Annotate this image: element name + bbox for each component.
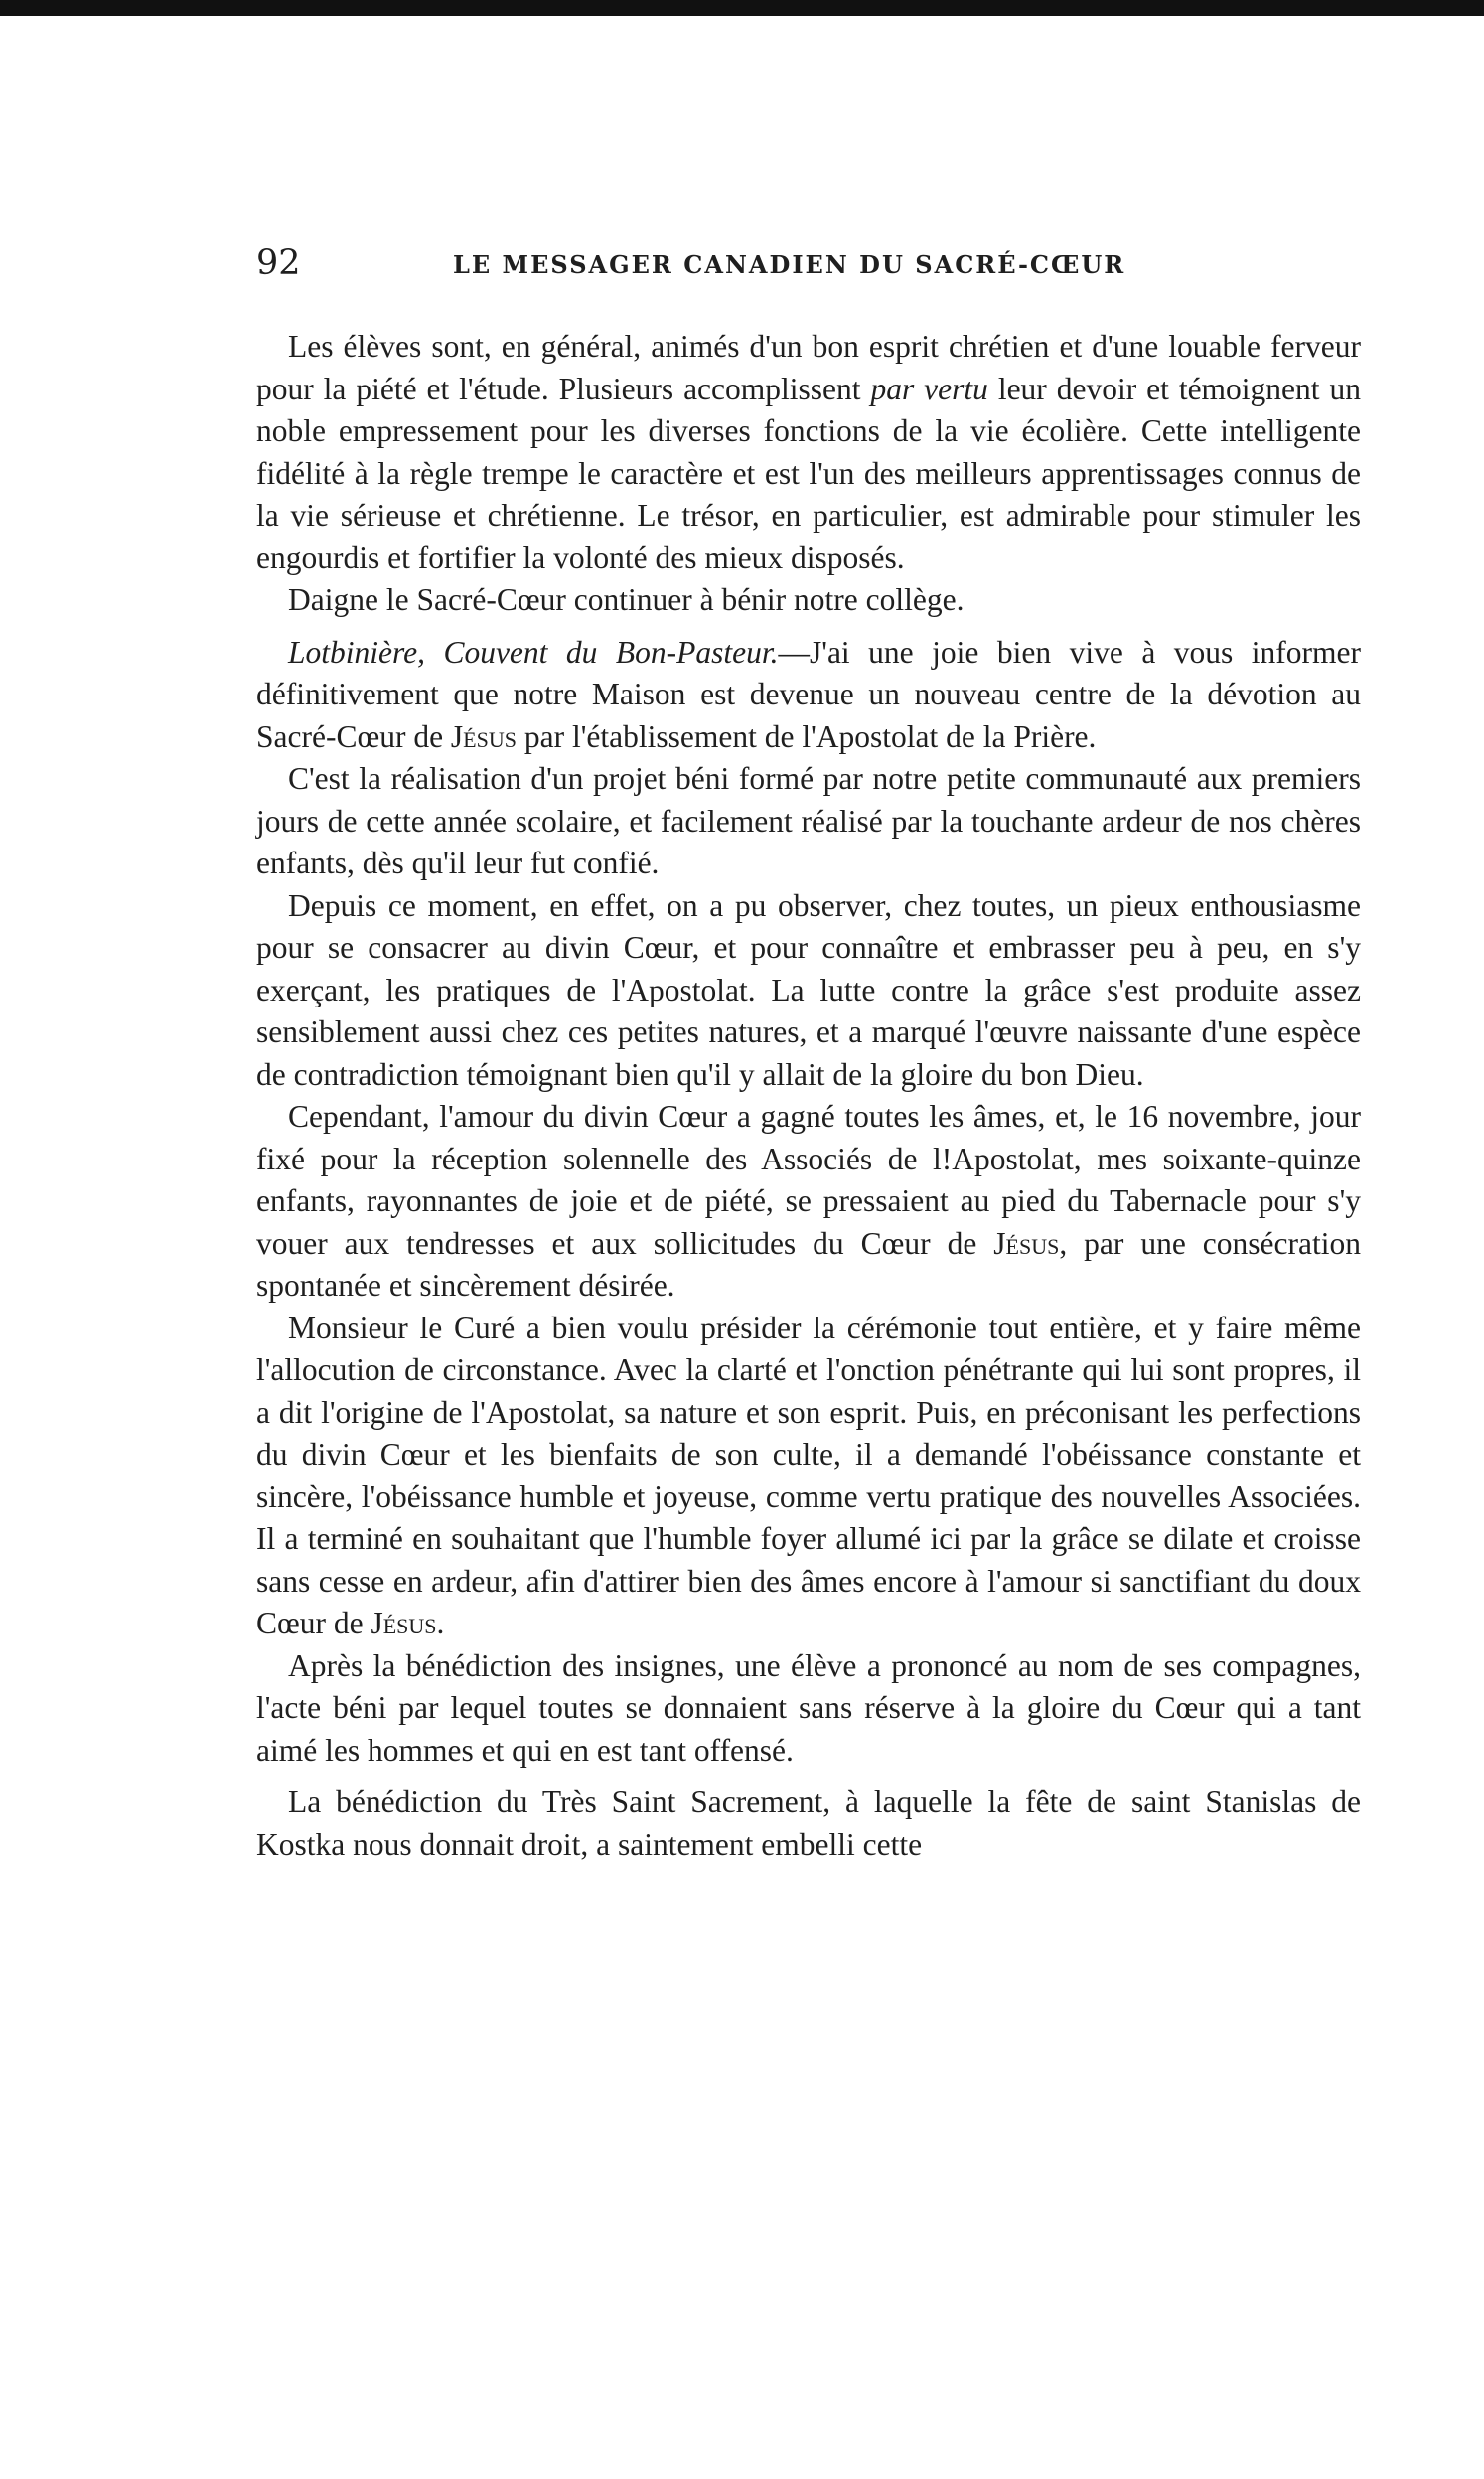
small-caps-text: Jésus: [450, 718, 517, 754]
paragraph-cependant: [256, 1096, 1361, 1308]
running-title: LE MESSAGER CANADIEN DU SACRÉ-CŒUR: [453, 250, 1126, 279]
paragraph-text: Après la bénédiction des insignes, une élève a prononcé au nom de ses compagnes, l'acte béni par lequel toutes se donnaient sans réserve à la gloire du Cœur qui a tant aimé les hommes et qui en est tant offensé.: [256, 1647, 1361, 1768]
paragraph-lotbiniere: [256, 632, 1361, 759]
paragraph-daigne: [256, 579, 1361, 622]
paragraph-text: , par une consécration spontanée et sincèrement désirée.: [256, 1225, 1361, 1303]
body-text: [256, 326, 1361, 1866]
paragraph-text: .: [436, 1606, 445, 1640]
paragraph-realisation: [256, 758, 1361, 885]
paragraph-text: Daigne le Sacré-Cœur continuer à bénir notre collège.: [288, 582, 965, 617]
paragraph-text: La bénédiction du Très Saint Sacrement, à laquelle la fête de saint Stanislas de Kostka nous donnait droit, a saintement embelli cette: [256, 1784, 1361, 1862]
paragraph-monsieur-le-cure: [256, 1308, 1361, 1645]
page-header: [256, 242, 1369, 284]
small-caps-text: Jésus: [993, 1225, 1060, 1261]
paragraph-text: leur devoir et témoignent un noble empressement pour les diverses fonctions de la vie écolière. Cette intelligente fidélité à la règle trempe le caractère et est l'un des meilleurs apprentissages connus de la vie sérieuse et chrétienne. Le trésor, en particulier, est admirable pour stimuler les engourdis et fortifier la volonté des mieux disposés.: [256, 371, 1361, 575]
top-scan-border: [0, 0, 1484, 16]
paragraph-text: par l'établissement de l'Apostolat de la Prière.: [516, 718, 1097, 754]
paragraph-text: Depuis ce moment, en effet, on a pu observer, chez toutes, un pieux enthousiasme pour se consacrer au divin Cœur, et pour connaître et embrasser peu à peu, en s'y exerçant, les pratiques de l'Apostolat. La lutte contre la grâce s'est produite assez sensiblement aussi chez ces petites natures, et a marqué l'œuvre naissante d'une espèce de contradiction témoignant bien qu'il y allait de la gloire du bon Dieu.: [256, 887, 1361, 1092]
paragraph-depuis: [256, 885, 1361, 1097]
small-caps-text: Jésus: [371, 1606, 437, 1640]
page-number: 92: [256, 243, 301, 283]
paragraph-text: —J'ai une joie bien vive à vous informer définitivement que notre Maison est devenue un nouveau centre de la dévotion au Sacré-Cœur de: [256, 634, 1361, 754]
emphasis-text: par vertu: [870, 371, 988, 406]
paragraph-text: Cependant, l'amour du divin Cœur a gagné toutes les âmes, et, le 16 novembre, jour fixé pour la réception solennelle des Associés de l!Apostolat, mes soixante-quinze enfants, rayonnantes de joie et de piété, se pressaient au pied du Tabernacle pour s'y vouer aux tendresses et aux sollicitudes du Cœur de: [256, 1099, 1361, 1261]
paragraph-text: C'est la réalisation d'un projet béni formé par notre petite communauté aux premiers jours de cette année scolaire, et facilement réalisé par la touchante ardeur de nos chères enfants, dès qu'il leur fut confié.: [256, 761, 1361, 880]
paragraph-eleves: [256, 326, 1361, 579]
paragraph-text: Monsieur le Curé a bien voulu présider la cérémonie tout entière, et y faire même l'allocution de circonstance. Avec la clarté et l'onction pénétrante qui lui sont propres, il a dit l'origine de l'Apostolat, sa nature et son esprit. Puis, en préconisant les perfections du divin Cœur et les bienfaits de son culte, il a demandé l'obéissance constante et sincère, l'obéissance humble et joyeuse, comme vertu pratique des nouvelles Associées. Il a terminé en souhaitant que l'humble foyer allumé ici par la grâce se dilate et croisse sans cesse en ardeur, afin d'attirer bien des âmes encore à l'amour si sanctifiant du doux Cœur de: [256, 1310, 1361, 1640]
place-heading: Lotbinière, Couvent du Bon-Pasteur.: [288, 634, 779, 670]
paragraph-text: Les élèves sont, en général, animés d'un bon esprit chrétien et d'une louable ferveur pour la piété et l'étude. Plusieurs accomplissent: [256, 329, 1361, 406]
paragraph-apres: [256, 1645, 1361, 1773]
paragraph-benediction: [256, 1782, 1361, 1866]
